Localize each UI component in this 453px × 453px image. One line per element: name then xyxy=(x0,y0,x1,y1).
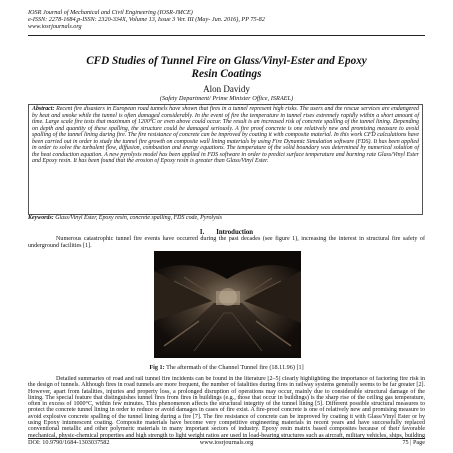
header-divider xyxy=(28,35,425,36)
intro-text: Numerous catastrophic tunnel fire events have occurred during the past decades (see figure 1), increasing the interest in structural fire safety of underground facilities [1]. xyxy=(28,236,425,249)
section-number: I. xyxy=(199,229,205,236)
footer-website-link[interactable]: www.iosrjournals.org xyxy=(199,439,254,446)
journal-header xyxy=(28,9,328,31)
author-name: Alon Davidy xyxy=(203,84,250,94)
body-text: Detailed summaries of road and rail tunnel fire incidents can be found in the literature [2–5] clearly highlighting the importance of factoring fire risk in the design of tunnels. Although fires in road tunnels are more frequent, the number of fatalities during fires in railway systems generally seems to be far greater [2]. However, apart from fatalities, injuries and property loss, a prolonged disruption of operations may occur, mainly due to considerable structural damage of the lining. The special feature that distinguishes tunnel fires from fires in buildings (e.g., those that occur in buildings) is the sharp rise of the ceiling gas temperature, often in excess of 1000°C, within few minutes. This phenomenon affects the structural integrity of the tunnel lining [5]. Different possible structural measures to protect the concrete tunnel lining in order to reduce or avoid damages in cases of fire exist. A fire-proof concrete is one of relatively new and promising measure to avoid explosive concrete spalling of the tunnel lining during a fire [7]. The fire resistance of concrete can be improved by coating it with Glass/Vinyl Ester or by using Epoxy intumescent coating. Composite materials have become very competitive engineering materials in recent years and have successfully replaced conventional metallic and other polymeric materials in many important sectors of industry. Epoxy resin matrix based composites because of their favorable mechanical, physic-chemical properties and high strength to light weight ratios are used in load-bearing structures such as aircraft, military vehicles, ships, building xyxy=(28,376,425,438)
paper-title xyxy=(40,55,413,81)
abstract-box xyxy=(28,104,423,215)
figure-caption-text: The aftermath of the Channel Tunnel fire (18.11.96) [1] xyxy=(166,364,304,371)
section-title: Introduction xyxy=(216,229,254,236)
footer-doi: DOI: 10.9790/1684-1303037582 xyxy=(28,439,110,446)
tunnel-fire-photo xyxy=(154,251,301,358)
figure-caption xyxy=(28,364,425,371)
section-heading xyxy=(28,229,425,236)
keywords xyxy=(28,215,425,222)
figure-label: Fig 1: xyxy=(149,364,165,371)
journal-issn: e-ISSN: 2278-1684,p-ISSN: 2320-334X, Volume 13, Issue 3 Ver. III (May- Jun. 2016), PP 75-82 xyxy=(28,16,265,24)
paper-title-line2: Resin Coatings xyxy=(191,68,262,80)
abstract-text: Recent fire disasters in European road tunnels have shown that fires in a tunnel represent high risks. The users and the rescue services are endangered by heat and smoke while the tunnel is often damaged considerably. In the event of fire the temperature in tunnel rises extremely rapidly within a short amount of time. Large scale fire tests that maximum of 1200ºC or even above could occur. The result is an increased risk of concrete spalling of the tunnel lining. Depending on depth and quantity of these spalling, the structure could be damaged seriously. A fire proof concrete is one relatively new and promising measure to avoid spalling of the tunnel lining during fire. The fire resistance of concrete can be improved by coating it with composite material. In this work CFD calculations have been carried out in order to study the tunnel fire growth on composite wall lining materials by using Fire Dynamic Simulation software (FDS). It has been applied in order to solve the turbulent flow, diffusion, combustion and energy equations. The temperature of the solid boundary was determined by numerical solution of the heat conduction equation. A new pyrolysis model has been applied in FDS software in order to predict surface temperature and burning rate Glass/Vinyl Ester and Epoxy resin. It has been found that the erosion of Epoxy resin is greater than Glass/Vinyl Ester. xyxy=(32,106,419,165)
intro-paragraph xyxy=(28,236,425,249)
abstract-label: Abstract: xyxy=(32,106,55,112)
paper-title-line1: CFD Studies of Tunnel Fire on Glass/Vinyl-Ester and Epoxy xyxy=(86,55,367,67)
keywords-label: Keywords: xyxy=(28,215,54,221)
tunnel-fire-illustration xyxy=(154,251,301,358)
author-affiliation: (Safety Department/ Prime Minister Office, ISRAEL) xyxy=(159,95,294,102)
journal-website[interactable]: www.iosrjournals.org xyxy=(28,23,82,31)
journal-name: IOSR Journal of Mechanical and Civil Engineering (IOSR-JMCE) xyxy=(28,9,193,16)
body-paragraph xyxy=(28,376,425,438)
footer-page-number: 75 | Page xyxy=(402,439,425,446)
keywords-text: Glass/Vinyl Ester, Epoxy resin, concrete spalling, FDS code, Pyrolysis xyxy=(55,215,222,221)
